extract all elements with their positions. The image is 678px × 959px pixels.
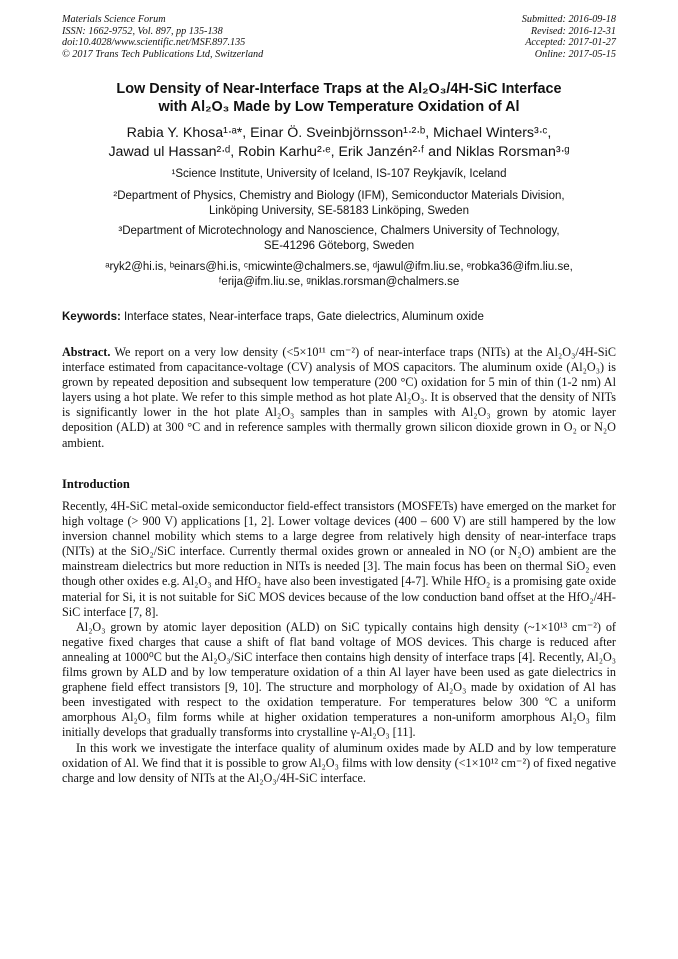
- keywords-label: Keywords:: [62, 311, 121, 323]
- title-line-2: with Al₂O₃ Made by Low Temperature Oxidation of Al: [158, 99, 520, 115]
- journal-header-right: [522, 14, 616, 60]
- revised-date: Revised: 2016-12-31: [530, 25, 616, 37]
- authors-line-2: Jawad ul Hassan²ᐧᵈ, Robin Karhu²ᐧᵉ, Erik Janzén²ᐧᶠ and Niklas Rorsman³ᐧᵍ: [108, 144, 570, 160]
- intro-paragraph-2: Al₂O₃ grown by atomic layer deposition (ALD) on SiC typically contains high density (~1×10¹³ cm⁻²) of negative fixed charges that cause a shift of flat band voltage of MOS devices. This charge is reduced after annealing at 1000⁰C but the Al₂O₃/SiC interface then contains high density of interface traps [4]. Recently, Al₂O₃ films grown by ALD and by low temperature oxidation of a thin Al layer have been used as gate dielectrics in graphene field effect transistors [9, 10]. The structure and morphology of Al₂O₃ made by oxidation of Al has been investigated with respect to the oxidation temperature. For temperatures below 300 ºC a uniform amorphous Al₂O₃ film forms while at higher oxidation temperatures a non-uniform amorphous Al₂O₃ film initially develops that gradually transforms into crystalline γ-Al₂O₃ [11].: [62, 619, 616, 740]
- affiliation-1: [60, 167, 618, 182]
- emails-line-2[interactable]: ᶠerija@ifm.liu.se, ᵍniklas.rorsman@chalmers.se: [218, 276, 460, 288]
- intro-paragraph-3: In this work we investigate the interface quality of aluminum oxides made by ALD and by low temperature oxidation of Al. We find that it is possible to grow Al₂O₃ films with low density (<1×10¹² cm⁻²) of fixed negative charge and low density of NITs at the Al₂O₃/4H-SiC interface.: [62, 740, 616, 785]
- affiliation-2-line-2: Linköping University, SE-58183 Linköping, Sweden: [209, 205, 469, 217]
- affiliation-3: [60, 224, 618, 254]
- copyright-line: © 2017 Trans Tech Publications Ltd, Switzerland: [62, 48, 264, 60]
- submitted-date: Submitted: 2016-09-18: [521, 14, 616, 25]
- introduction-body: [62, 499, 616, 786]
- journal-name: Materials Science Forum: [62, 14, 166, 25]
- affiliation-3-line-1: ³Department of Microtechnology and Nanoscience, Chalmers University of Technology,: [118, 225, 560, 237]
- online-date: Online: 2017-05-15: [534, 48, 616, 60]
- title-line-1: Low Density of Near-Interface Traps at the Al₂O₃/4H-SiC Interface: [116, 81, 562, 97]
- affiliation-2-line-1: ²Department of Physics, Chemistry and Biology (IFM), Semiconductor Materials Division,: [113, 190, 565, 202]
- paper-title: [50, 80, 628, 116]
- keywords-text: Interface states, Near-interface traps, Gate dielectrics, Aluminum oxide: [120, 311, 484, 323]
- keywords: [62, 310, 618, 325]
- journal-header-left: [62, 14, 263, 60]
- affiliation-1-text: ¹Science Institute, University of Iceland, IS-107 Reykjavík, Iceland: [171, 168, 507, 180]
- author-list: [50, 124, 628, 162]
- issn-line: ISSN: 1662-9752, Vol. 897, pp 135-138: [62, 25, 223, 37]
- introduction-heading: Introduction: [62, 477, 130, 491]
- abstract-label: Abstract.: [62, 345, 111, 359]
- accepted-date: Accepted: 2017-01-27: [525, 37, 616, 48]
- affiliation-2: [60, 189, 618, 219]
- intro-paragraph-1: Recently, 4H-SiC metal-oxide semiconductor field-effect transistors (MOSFETs) have emerged on the market for high voltage (> 900 V) applications [1, 2]. Lower voltage devices (400 – 600 V) are still hampered by the low inversion channel mobility which stems to a large degree from relatively high density of near-interface traps (NITs) at the SiO₂/SiC interface. Currently thermal oxides grown or annealed in NO (or N₂O) ambient are the mainstream dielectrics but more reduction in NITs is needed [3]. The main focus has been on thermal SiO₂ even though other oxides e.g. Al₂O₃ and HfO₂ have also been investigated [4-7]. While HfO₂ is a promising gate oxide material for Si, it is not suitable for SiC MOS devices because of the low conduction band offset at the HfO₂/4H-SiC interface [7, 8].: [62, 499, 616, 619]
- authors-line-1: Rabia Y. Khosa¹ᐧᵃ*, Einar Ö. Sveinbjörnsson¹ᐧ²ᐧᵇ, Michael Winters³ᐧᶜ,: [126, 125, 552, 141]
- emails-line-1[interactable]: ᵃryk2@hi.is, ᵇeinars@hi.is, ᶜmicwinte@chalmers.se, ᵈjawul@ifm.liu.se, ᵉrobka36@ifm.liu.se,: [105, 261, 573, 273]
- author-emails: [60, 260, 618, 290]
- affiliation-3-line-2: SE-41296 Göteborg, Sweden: [263, 240, 415, 252]
- abstract-text: We report on a very low density (<5×10¹¹ cm⁻²) of near-interface traps (NITs) at the Al₂O₃/4H-SiC interface estimated from capacitance-voltage (CV) analysis of MOS capacitors. The aluminum oxide (Al₂O₃) is grown by repeated deposition and subsequent low temperature (200 °C) oxidation for 5 min of thin (1-2 nm) Al layers using a hot plate. We refer to this simple method as hot plate Al₂O₃. It is observed that the density of NITs is significantly lower in the hot plate Al₂O₃ samples than in samples with Al₂O₃ grown by atomic layer deposition (ALD) at 300 °C and in reference samples with thermally grown silicon dioxide grown in O₂ or N₂O ambient.: [62, 345, 616, 450]
- abstract: [62, 345, 616, 451]
- doi-line[interactable]: doi:10.4028/www.scientific.net/MSF.897.135: [62, 37, 246, 48]
